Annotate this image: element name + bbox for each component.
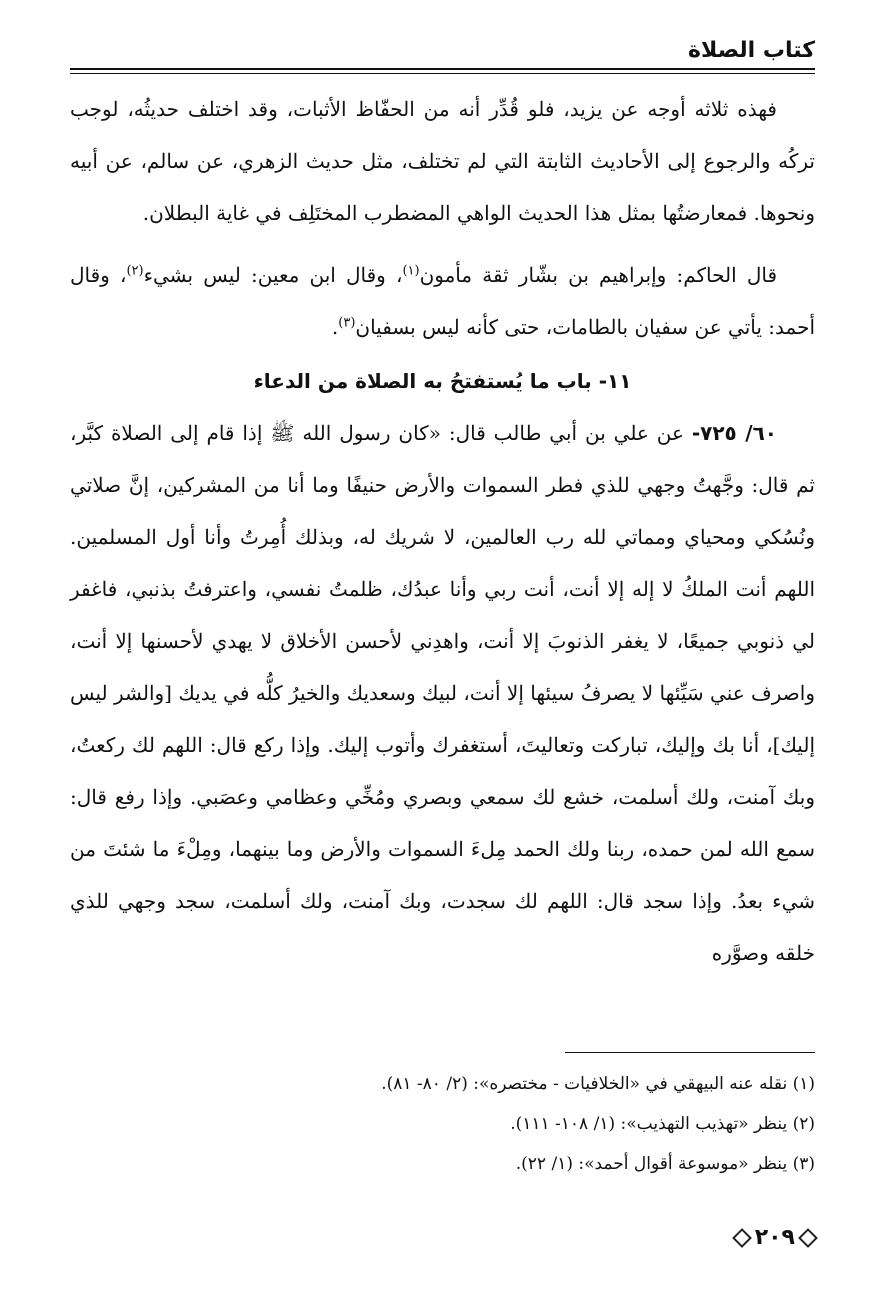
footnote-marker-1[interactable]: (١) [402, 263, 420, 279]
paragraph-2 [70, 249, 815, 353]
main-text [70, 83, 815, 979]
paragraph-2-end: ، وقال أحمد: يأتي عن سفيان بالطامات، حتى كأنه ليس بسفيان [70, 263, 815, 339]
footnote-2: (٢) ينظر «تهذيب التهذيب»: (١/ ١٠٨- ١١١). [510, 1114, 815, 1134]
running-head: كتاب الصلاة [688, 38, 815, 63]
page-number: ٢٠٩ [754, 1225, 795, 1250]
header-rule [70, 68, 815, 70]
page-number-block [735, 1225, 815, 1250]
paragraph-1: فهذه ثلاثه أوجه عن يزيد، فلو قُدِّر أنه من الحفّاظ الأثبات، وقد اختلف حديثُه، لوجب تركُه والرجوع إلى الأحاديث الثابتة التي لم تختلف، مثل حديث الزهري، عن سالم، عن أبيه ونحوها. فمعارضتُها بمثل هذا الحديث الواهي المضطرب المختَلِف في غاية البطلان. [70, 97, 815, 225]
footnote-marker-3[interactable]: (٣) [338, 315, 356, 331]
footnotes [70, 1064, 815, 1184]
footnote-3: (٣) ينظر «موسوعة أقوال أحمد»: (١/ ٢٢). [515, 1154, 815, 1174]
footnote-rule [565, 1052, 815, 1053]
hadith-number: ٦٠/ ٧٢٥- [691, 421, 777, 445]
footnote-1: (١) نقله عنه البيهقي في «الخلافيات - مختصره»: (٢/ ٨٠- ٨١). [381, 1074, 815, 1094]
paragraph-2-start: قال الحاكم: وإبراهيم بن بشّار ثقة مأمون [419, 263, 778, 287]
book-page [70, 0, 815, 1290]
header-rule-thin [70, 73, 815, 74]
hadith-paragraph [70, 407, 815, 979]
chapter-heading: ١١- باب ما يُستفتحُ به الصلاة من الدعاء [253, 369, 632, 393]
ornament-left-icon [732, 1228, 752, 1248]
ornament-right-icon [798, 1228, 818, 1248]
paragraph-2-middle: ، وقال ابن معين: ليس بشيء [143, 263, 403, 287]
hadith-text: عن علي بن أبي طالب قال: «كان رسول الله ﷺ إذا قام إلى الصلاة كبَّر، ثم قال: وجَّهتُ وجهي للذي فطر السموات والأرض حنيفًا وما أنا من المشركين، إنَّ صلاتي ونُسُكي ومحياي ومماتي لله رب العالمين، لا شريك له، وبذلك أُمِرتُ وأنا أول المسلمين. اللهم أنت الملكُ لا إله إلا أنت، أنت ربي وأنا عبدُك، ظلمتُ نفسي، واعترفتُ بذنبي، فاغفر لي ذنوبي جميعًا، لا يغفر الذنوبَ إلا أنت، واهدِني لأحسن الأخلاق لا يهدي لأحسنها إلا أنت، واصرف عني سَيِّئها لا يصرفُ سيئها إلا أنت، لبيك وسعديك والخيرُ كلُّه في يديك [والشر ليس إليك]، أنا بك وإليك، تباركت وتعاليتَ، أستغفرك وأتوب إليك. وإذا ركع قال: اللهم لك ركعتُ، وبك آمنت، ولك أسلمت، خشع لك سمعي وبصري ومُخِّي وعظامي وعصَبي. وإذا رفع قال: سمع الله لمن حمده، ربنا ولك الحمد مِلءَ السموات والأرض وما بينهما، ومِلْءَ ما شئتَ من شيء بعدُ. وإذا سجد قال: اللهم لك سجدت، وبك آمنت، ولك أسلمت، سجد وجهي للذي خلقه وصوَّره [70, 421, 815, 965]
paragraph-2-period: . [331, 315, 339, 339]
footnote-marker-2[interactable]: (٢) [126, 263, 144, 279]
